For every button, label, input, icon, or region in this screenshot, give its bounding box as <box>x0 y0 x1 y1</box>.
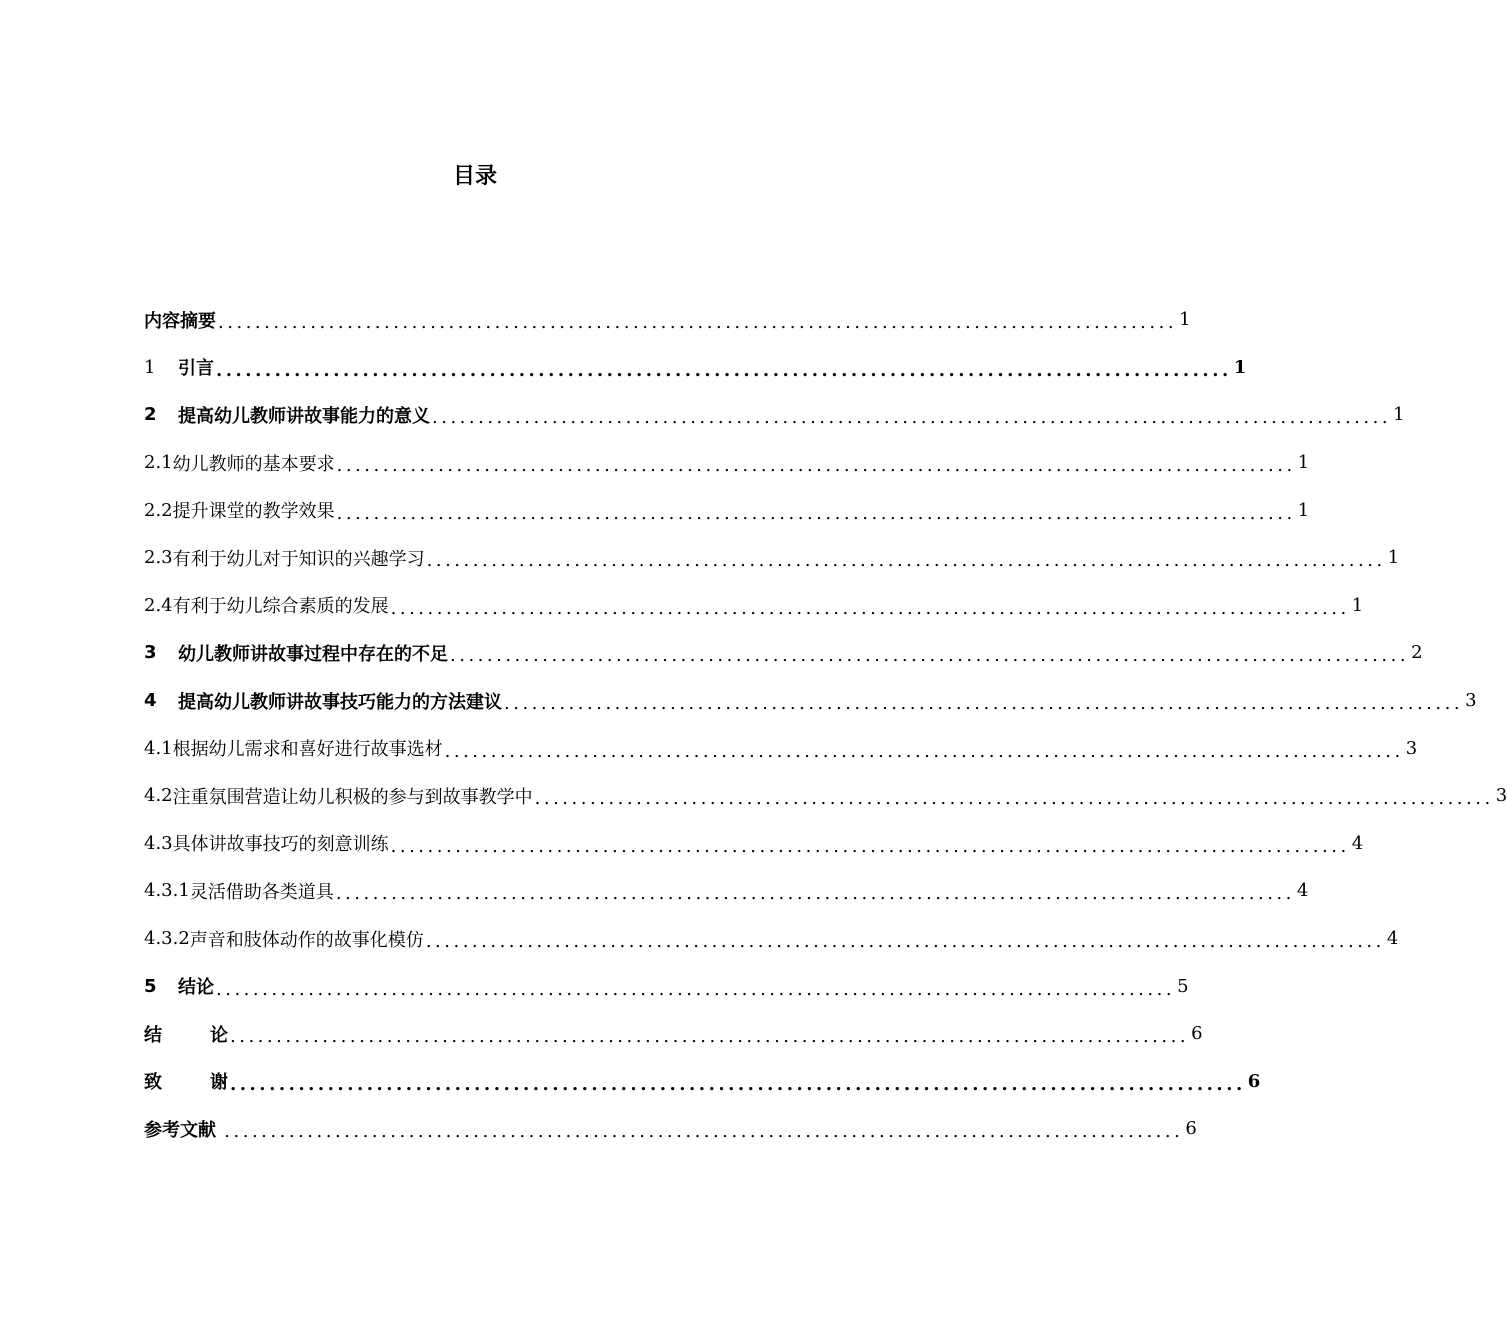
toc-entry-page: 1 <box>1179 309 1191 331</box>
toc-dot-leader: ........................................................................................................ <box>336 455 1296 477</box>
toc-entry-number: 4.3.1 <box>144 880 190 902</box>
toc-entry-page: 4 <box>1386 928 1399 950</box>
toc-entry-4-2[interactable] <box>144 772 1507 820</box>
toc-dot-leader: ........................................................................................................ <box>450 645 1410 667</box>
toc-entry-2[interactable] <box>144 391 1405 439</box>
toc-dot-leader: ........................................................................................................ <box>230 1073 1246 1095</box>
toc-dot-leader: ........................................................................................................ <box>336 502 1296 524</box>
toc-entry-page: 6 <box>1191 1023 1203 1045</box>
toc-entry-number: 4.3.2 <box>144 928 190 950</box>
toc-entry-4-1[interactable] <box>144 724 1418 772</box>
toc-entry-page: 1 <box>1387 547 1400 569</box>
toc-entry-number: 2.4 <box>144 594 173 616</box>
toc-entry-number: 4 <box>144 690 157 712</box>
toc-entry-references[interactable] <box>144 1105 1197 1153</box>
toc-entry-label: 注重氛围营造让幼儿积极的参与到故事教学中 <box>172 786 533 808</box>
toc-entry-page: 3 <box>1495 785 1507 807</box>
toc-entry-4[interactable] <box>144 677 1477 725</box>
toc-entry-page: 1 <box>1297 452 1310 474</box>
toc-dot-leader: ........................................................................................................ <box>335 883 1295 905</box>
toc-entry-4-3-2[interactable] <box>144 915 1399 963</box>
table-of-contents <box>144 296 1507 1153</box>
toc-dot-leader: ........................................................................................................ <box>216 978 1176 1000</box>
toc-dot-leader: ........................................................................................................ <box>224 1121 1184 1143</box>
toc-dot-leader: ........................................................................................................ <box>504 693 1464 715</box>
toc-entry-4-3[interactable] <box>144 820 1364 868</box>
toc-entry-page: 6 <box>1247 1070 1261 1092</box>
toc-entry-label: 声音和肢体动作的故事化模仿 <box>189 929 424 951</box>
toc-entry-number: 2 <box>144 404 157 426</box>
toc-entry-label: 致 谢 <box>144 1072 228 1094</box>
toc-entry-label: 有利于幼儿对于知识的兴趣学习 <box>172 548 425 570</box>
toc-entry-page: 3 <box>1405 737 1418 759</box>
toc-dot-leader: ........................................................................................................ <box>444 740 1404 762</box>
toc-entry-page: 6 <box>1185 1118 1197 1140</box>
toc-entry-page: 5 <box>1177 975 1189 997</box>
toc-entry-2-1[interactable] <box>144 439 1310 487</box>
toc-entry-page: 1 <box>1393 404 1405 426</box>
toc-entry-label: 结 论 <box>144 1024 228 1046</box>
toc-entry-page: 3 <box>1465 690 1477 712</box>
toc-entry-number: 3 <box>144 642 157 664</box>
toc-dot-leader: ........................................................................................................ <box>432 407 1392 429</box>
toc-entry-label: 提升课堂的教学效果 <box>172 501 335 523</box>
toc-entry-label: 提高幼儿教师讲故事技巧能力的方法建议 <box>178 691 502 713</box>
toc-entry-label: 幼儿教师讲故事过程中存在的不足 <box>178 643 448 665</box>
toc-entry-4-3-1[interactable] <box>144 867 1309 915</box>
toc-entry-acknowledgements[interactable] <box>144 1058 1261 1106</box>
toc-entry-label: 根据幼儿需求和喜好进行故事选材 <box>172 739 443 761</box>
toc-entry-number: 4.3 <box>144 832 173 854</box>
toc-entry-number: 2.1 <box>144 452 173 474</box>
toc-dot-leader: ........................................................................................................ <box>534 788 1494 810</box>
toc-entry-2-2[interactable] <box>144 486 1310 534</box>
toc-dot-leader: ........................................................................................................ <box>230 1026 1190 1048</box>
toc-entry-label: 灵活借助各类道具 <box>189 881 334 903</box>
toc-dot-leader: ........................................................................................................ <box>425 931 1385 953</box>
toc-entry-2-3[interactable] <box>144 534 1400 582</box>
toc-entry-number: 1 <box>144 356 156 378</box>
toc-entry-label: 结论 <box>178 977 214 999</box>
toc-dot-leader: ........................................................................................................ <box>390 597 1350 619</box>
toc-entry-3[interactable] <box>144 629 1423 677</box>
toc-entry-page: 2 <box>1411 642 1423 664</box>
page-title: 目录 <box>452 164 497 189</box>
toc-entry-abstract[interactable] <box>144 296 1191 344</box>
toc-entry-page: 1 <box>1233 356 1247 378</box>
toc-entry-1[interactable] <box>144 344 1247 392</box>
toc-dot-leader: ........................................................................................................ <box>216 359 1232 381</box>
toc-entry-label: 有利于幼儿综合素质的发展 <box>172 596 389 618</box>
toc-entry-number: 4.1 <box>144 737 173 759</box>
toc-entry-number: 2.3 <box>144 547 173 569</box>
toc-entry-number: 2.2 <box>144 499 173 521</box>
toc-entry-label: 引言 <box>178 358 214 380</box>
toc-entry-label: 提高幼儿教师讲故事能力的意义 <box>178 405 430 427</box>
toc-entry-2-4[interactable] <box>144 582 1364 630</box>
toc-entry-number: 4.2 <box>144 785 173 807</box>
toc-dot-leader: ........................................................................................................ <box>218 312 1178 334</box>
toc-entry-page: 1 <box>1351 594 1364 616</box>
toc-entry-label: 幼儿教师的基本要求 <box>172 453 335 475</box>
toc-entry-conclusion[interactable] <box>144 1010 1203 1058</box>
toc-entry-number: 5 <box>144 975 157 997</box>
toc-entry-5[interactable] <box>144 962 1189 1010</box>
toc-entry-page: 1 <box>1297 499 1310 521</box>
toc-dot-leader: ........................................................................................................ <box>390 835 1350 857</box>
toc-entry-page: 4 <box>1351 832 1364 854</box>
toc-entry-label: 参考文献 <box>144 1119 223 1141</box>
toc-entry-label: 具体讲故事技巧的刻意训练 <box>172 834 389 856</box>
toc-dot-leader: ........................................................................................................ <box>426 550 1386 572</box>
toc-entry-page: 4 <box>1296 880 1309 902</box>
toc-entry-label: 内容摘要 <box>144 310 216 332</box>
